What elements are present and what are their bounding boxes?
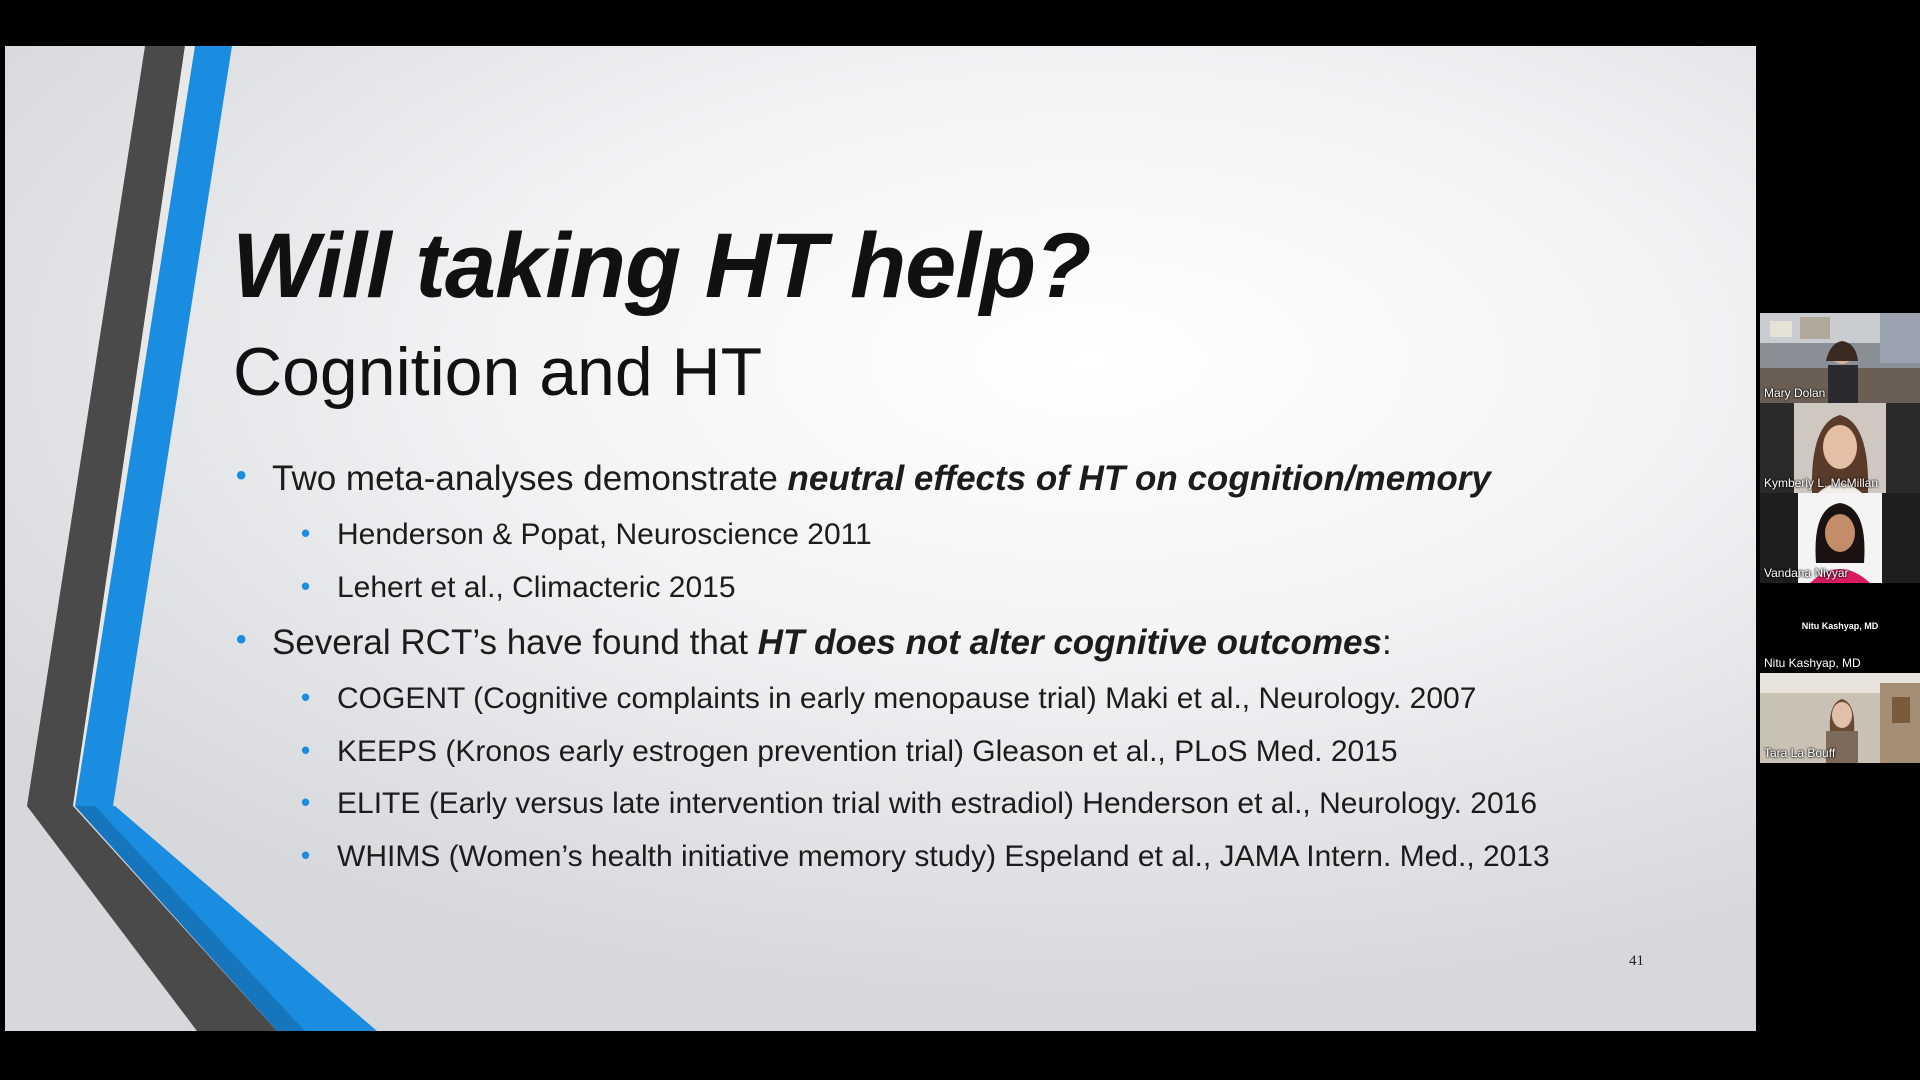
sub-bullet-elite — [301, 787, 1538, 821]
bullet-emphasis: neutral effects of HT on cognition/memory — [787, 459, 1491, 498]
slide-decoration — [5, 46, 1756, 1031]
slide-subtitle: Cognition and HT — [233, 334, 763, 410]
participant-name: Kymberly L. McMillan — [1764, 476, 1879, 490]
bullet-dot: • — [301, 840, 311, 870]
bullet-dot: • — [301, 787, 311, 817]
participant-name: Vandana Niyyar — [1764, 566, 1849, 580]
bullet-meta-analyses — [236, 459, 1491, 499]
participant-tile[interactable] — [1760, 583, 1920, 673]
participant-camera-off-label: Nitu Kashyap, MD — [1801, 621, 1879, 631]
sub-bullet-cogent — [301, 682, 1477, 716]
sub-bullet-text: Lehert et al., Climacteric 2015 — [337, 571, 736, 604]
sub-bullet-text: WHIMS (Women’s health initiative memory study) Espeland et al., JAMA Intern. Med., 2013 — [337, 840, 1550, 873]
bullet-dot: • — [301, 571, 311, 601]
bullet-rcts — [236, 623, 1392, 663]
participant-name: Nitu Kashyap, MD — [1764, 656, 1861, 670]
bullet-suffix: : — [1382, 623, 1392, 662]
bullet-dot: • — [236, 623, 247, 656]
bullet-dot: • — [301, 682, 311, 712]
bullet-dot: • — [236, 459, 247, 492]
bullet-text: Two meta-analyses demonstrate — [272, 459, 788, 498]
participant-panel — [1760, 313, 1920, 763]
participant-name: Mary Dolan — [1764, 386, 1826, 400]
sub-bullet-text: KEEPS (Kronos early estrogen prevention trial) Gleason et al., PLoS Med. 2015 — [337, 735, 1398, 768]
participant-name: Tara La Bouff — [1764, 746, 1836, 760]
bullet-text: Several RCT’s have found that — [272, 623, 758, 662]
sub-bullet-henderson-popat — [301, 518, 872, 552]
participant-tile[interactable] — [1760, 313, 1920, 403]
sub-bullet-text: Henderson & Popat, Neuroscience 2011 — [337, 518, 872, 551]
slide-number: 41 — [1629, 953, 1644, 969]
sub-bullet-keeps — [301, 735, 1398, 769]
sub-bullet-lehert — [301, 571, 736, 605]
participant-tile[interactable] — [1760, 403, 1920, 493]
sub-bullet-whims — [301, 840, 1550, 874]
sub-bullet-text: COGENT (Cognitive complaints in early menopause trial) Maki et al., Neurology. 2007 — [337, 682, 1477, 715]
bullet-dot: • — [301, 735, 311, 765]
slide-title: Will taking HT help? — [232, 215, 1091, 317]
sub-bullet-text: ELITE (Early versus late intervention trial with estradiol) Henderson et al., Neurology. 2016 — [337, 787, 1538, 820]
bullet-dot: • — [301, 518, 311, 548]
shared-slide — [5, 46, 1756, 1031]
bullet-emphasis: HT does not alter cognitive outcomes — [757, 623, 1382, 662]
participant-tile[interactable] — [1760, 673, 1920, 763]
participant-tile[interactable] — [1760, 493, 1920, 583]
